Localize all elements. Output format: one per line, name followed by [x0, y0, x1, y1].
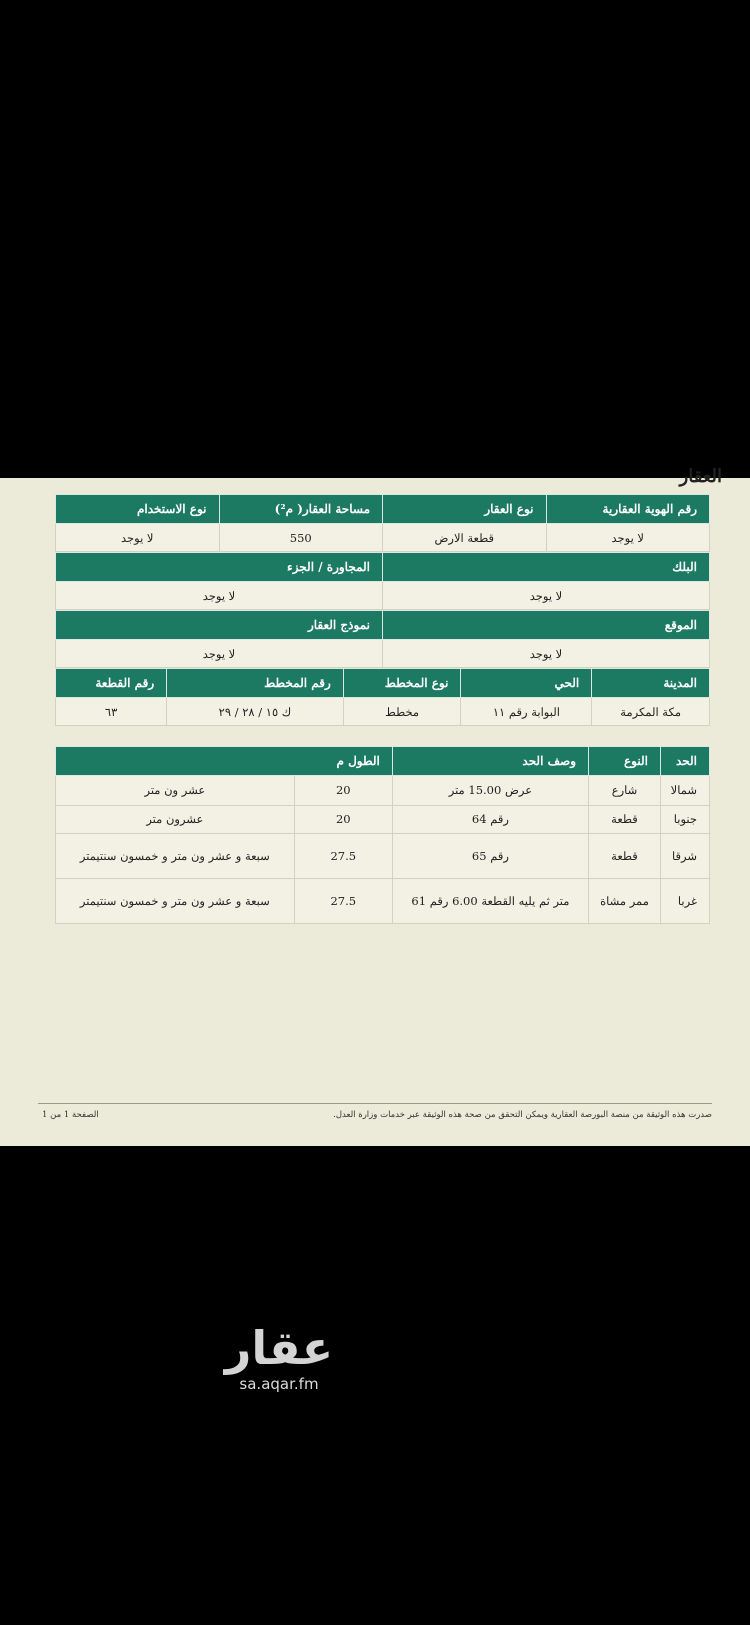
value-property-type: قطعة الارض — [383, 524, 547, 552]
header-property-id: رقم الهوية العقارية — [546, 495, 710, 524]
boundary-type: ممر مشاة — [589, 879, 661, 924]
header-boundary-description: وصف الحد — [392, 747, 588, 776]
value-plan-type: مخطط — [343, 698, 461, 726]
header-city: المدينة — [592, 669, 710, 698]
header-plan-type: نوع المخطط — [343, 669, 461, 698]
page-number: الصفحة 1 من 1 — [42, 1110, 99, 1120]
boundary-description: عرض 15.00 متر — [392, 776, 588, 806]
value-block: لا يوجد — [383, 582, 710, 610]
boundary-side: شمالا — [660, 776, 709, 806]
boundary-length-text: عشرون متر — [56, 806, 295, 834]
boundary-length-text: عشر ون متر — [56, 776, 295, 806]
boundary-type: قطعة — [589, 834, 661, 879]
boundary-side: شرقا — [660, 834, 709, 879]
value-property-id: لا يوجد — [546, 524, 710, 552]
boundary-side: جنوبا — [660, 806, 709, 834]
location-table — [55, 610, 710, 668]
header-property-area: مساحة العقار( م²) — [219, 495, 383, 524]
header-plan-number: رقم المخطط — [167, 669, 344, 698]
aqar-watermark-logo — [214, 1322, 344, 1394]
boundary-type: شارع — [589, 776, 661, 806]
header-property-type: نوع العقار — [383, 495, 547, 524]
boundary-length: 27.5 — [294, 834, 392, 879]
logo-word: عقار — [224, 1321, 334, 1375]
header-length: الطول م — [56, 747, 393, 776]
boundary-length: 20 — [294, 806, 392, 834]
plan-table — [55, 668, 710, 726]
boundaries-table — [55, 746, 710, 924]
boundary-type: قطعة — [589, 806, 661, 834]
property-info-table — [55, 494, 710, 552]
boundary-description: متر ثم يليه القطعة 6.00 رقم 61 — [392, 879, 588, 924]
header-usage-type: نوع الاستخدام — [56, 495, 220, 524]
document-page — [0, 466, 750, 1146]
boundary-side: غربا — [660, 879, 709, 924]
header-location: الموقع — [383, 611, 710, 640]
header-property-model: نموذج العقار — [56, 611, 383, 640]
block-table — [55, 552, 710, 610]
value-city: مكة المكرمة — [592, 698, 710, 726]
footer-note: صدرت هذه الوثيقة من منصة البورصة العقارية ويمكن التحقق من صحة هذه الوثيقة عبر خدمات وزارة العدل. — [333, 1110, 712, 1120]
header-boundary: الحد — [660, 747, 709, 776]
boundary-length-text: سبعة و عشر ون متر و خمسون سنتيمتر — [56, 879, 295, 924]
value-plot-number: ٦٣ — [56, 698, 167, 726]
logo-url: sa.aqar.fm — [239, 1375, 319, 1393]
value-property-area: 550 — [219, 524, 383, 552]
value-neighborhood-part: لا يوجد — [56, 582, 383, 610]
value-district: البوابة رقم ١١ — [461, 698, 592, 726]
value-property-model: لا يوجد — [56, 640, 383, 668]
value-usage-type: لا يوجد — [56, 524, 220, 552]
boundary-length: 27.5 — [294, 879, 392, 924]
value-plan-number: ك ١٥ / ٢٨ / ٢٩ — [167, 698, 344, 726]
header-block: البلك — [383, 553, 710, 582]
header-district: الحي — [461, 669, 592, 698]
document-title: العقار — [679, 466, 722, 487]
boundary-length: 20 — [294, 776, 392, 806]
boundary-description: رقم 64 — [392, 806, 588, 834]
document-footer — [38, 1103, 712, 1128]
header-plot-number: رقم القطعة — [56, 669, 167, 698]
header-boundary-type: النوع — [589, 747, 661, 776]
value-location: لا يوجد — [383, 640, 710, 668]
boundary-description: رقم 65 — [392, 834, 588, 879]
header-neighborhood-part: المجاورة / الجزء — [56, 553, 383, 582]
boundary-length-text: سبعة و عشر ون متر و خمسون سنتيمتر — [56, 834, 295, 879]
